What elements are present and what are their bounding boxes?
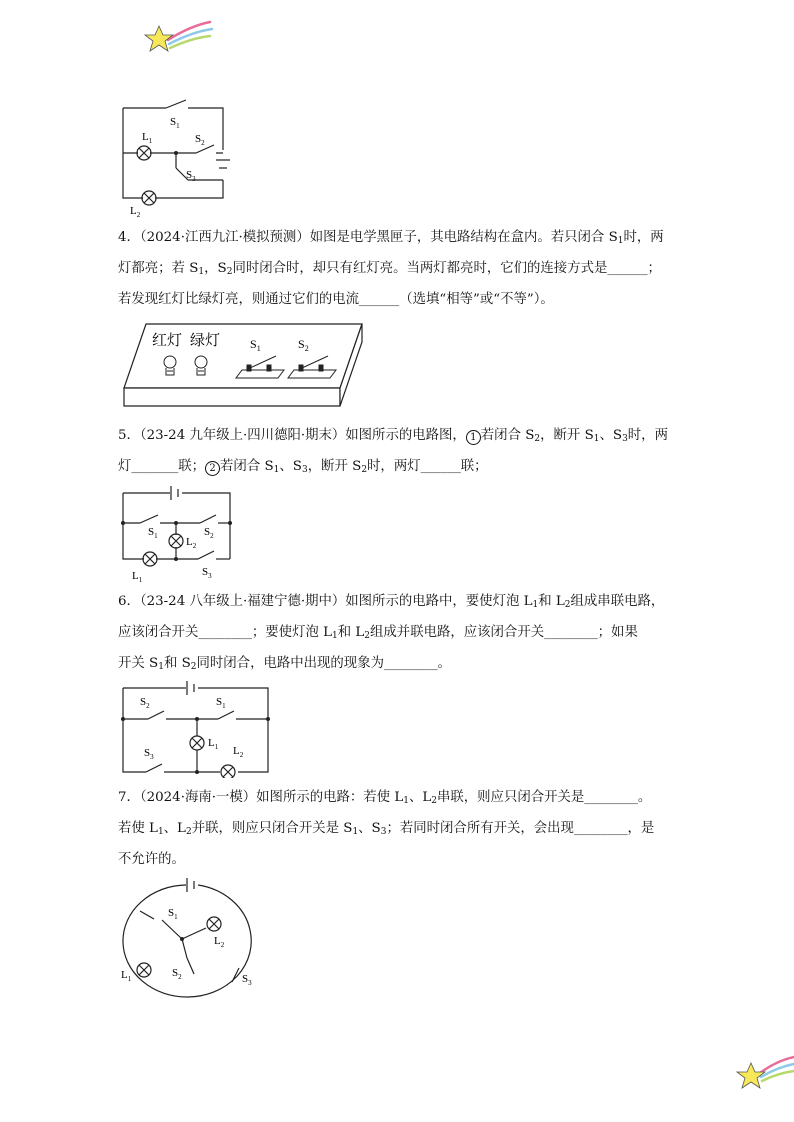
answer-blank[interactable]: _______ [131, 459, 179, 474]
green-lamp-label: 绿灯 [190, 333, 221, 349]
switch-label: $S_2$ [172, 967, 182, 981]
answer-blank[interactable]: ______ [420, 459, 461, 474]
question-7: 7．（2024·海南·一模）如图所示的电路：若使 $L_1$、$L_2$串联，则应只闭合开关是________。 若使 $L_1$、$L_2$并联，则应只闭合开关是 $S_1$、$S_3$；若同时闭合所有开关，会出现________，是 不允许的。 [118, 790, 655, 867]
answer-blank[interactable]: ______ [359, 292, 400, 307]
question-6: 6．（23-24 八年级上·福建宁德·期中）如图所示的电路中，要使灯泡 $L_1$和 $L_2$组成串联电路， 应该闭合开关________；要使灯泡 $L_1$和 $L_2$组成并联电路，应该闭合开关________；如果 开关 $S_1$和 $S_2$同时闭合，电路中出现的现象为________。 [118, 594, 665, 672]
answer-blank[interactable]: ______ [607, 261, 648, 276]
question-5: 5．（23-24 九年级上·四川德阳·期末）如图所示的电路图， 1 若闭合 $S_2$，断开 $S_1$、$S_3$时，两 灯_______联； 2 若闭合 $S_1$、$S_3$，断开 $S_2$时，两灯______联； [118, 428, 668, 475]
circuit-diagram-q7 [118, 876, 268, 1002]
red-lamp-label: 红灯 [152, 333, 183, 349]
lamp-label: $L_2$ [130, 205, 141, 219]
switch-label: $S_2$ [298, 337, 309, 353]
answer-blank[interactable]: ________ [584, 790, 638, 805]
question-4: 4．（2024·江西九江·模拟预测）如图是电学黑匣子，其电路结构在盒内。若只闭合 $S_1$时，两 灯都亮；若 $S_1$，$S_2$同时闭合时，却只有红灯亮。当两灯都亮时，它们的连接方式是______； 若发现红灯比绿灯亮，则通过它们的电流______（选填“相等”或“不等”）。 [118, 230, 664, 307]
star-comet-icon [734, 1053, 794, 1095]
switch-label: $S_1$ [170, 116, 180, 130]
lamp-label: $L_2$ [233, 745, 244, 759]
answer-blank[interactable]: ________ [573, 821, 628, 836]
switch-label: $S_3$ [186, 169, 196, 183]
answer-blank[interactable]: ________ [544, 625, 598, 640]
switch-label: $S_2$ [195, 133, 205, 147]
answer-blank[interactable]: ________ [198, 625, 252, 640]
switch-label: $S_2$ [204, 526, 214, 540]
switch-label: $S_1$ [216, 696, 226, 710]
lamp-label: $L_1$ [208, 737, 219, 751]
switch-label: $S_1$ [250, 337, 261, 353]
switch-label: $S_3$ [202, 566, 212, 580]
circuit-diagram-q6 [118, 678, 274, 778]
circuit-diagram-q5 [118, 483, 240, 583]
lamp-label: $L_1$ [142, 131, 153, 145]
lamp-label: $L_2$ [186, 536, 197, 550]
lamp-label: $L_1$ [132, 570, 143, 583]
switch-label: $S_1$ [168, 907, 178, 921]
switch-label: $S_1$ [148, 526, 158, 540]
switch-label: $S_3$ [242, 973, 252, 987]
switch-label: $S_2$ [140, 696, 150, 710]
star-comet-icon [140, 18, 215, 60]
lamp-label: $L_1$ [121, 969, 132, 983]
lamp-label: $L_2$ [214, 935, 225, 949]
circuit-diagram-top [118, 98, 238, 223]
switch-label: $S_3$ [144, 747, 154, 761]
black-box-diagram [118, 318, 368, 413]
answer-blank[interactable]: ________ [383, 656, 438, 671]
